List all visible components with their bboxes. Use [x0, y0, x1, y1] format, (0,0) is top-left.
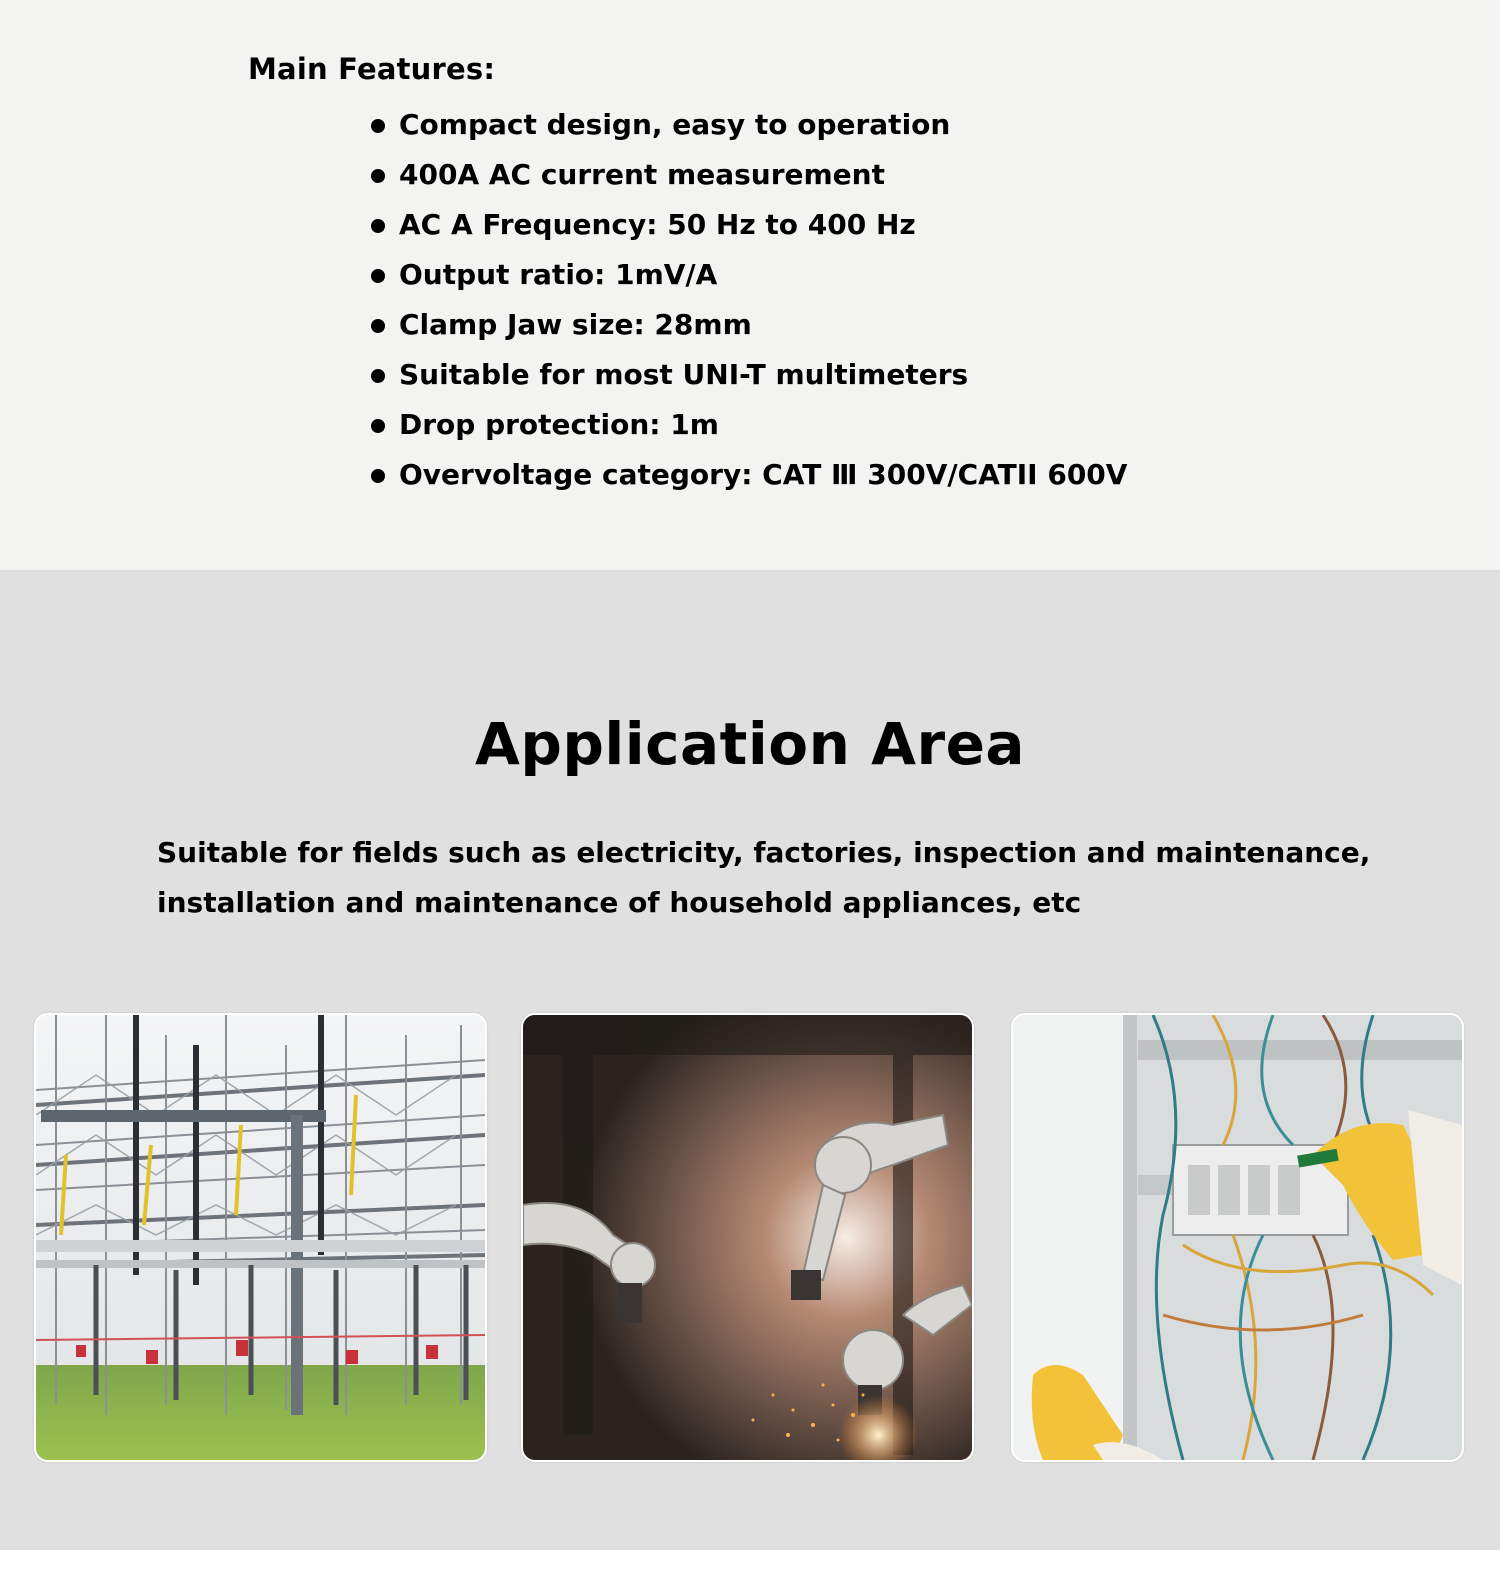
bullet-icon	[371, 369, 385, 383]
application-description: Suitable for fields such as electricity, factories, inspection and maintenance, installation and maintenance of household appliances, etc	[157, 836, 1371, 919]
application-area-title: Application Area	[474, 710, 1026, 778]
bullet-icon	[371, 469, 385, 483]
feature-item	[371, 299, 1127, 349]
feature-item	[371, 199, 1127, 249]
electrician-panel-image	[1013, 1015, 1462, 1460]
bullet-icon	[371, 219, 385, 233]
substation-image	[36, 1015, 485, 1460]
feature-text: Compact design, easy to operation	[399, 107, 951, 141]
feature-text: 400A AC current measurement	[399, 157, 885, 191]
feature-text: Overvoltage category: CAT Ⅲ 300V/CATII 600V	[399, 457, 1128, 491]
feature-item	[371, 249, 1127, 299]
feature-item	[371, 399, 1127, 449]
feature-item	[371, 449, 1127, 499]
electrician-panel-photo	[1011, 1013, 1464, 1462]
feature-text: Suitable for most UNI-T multimeters	[399, 357, 969, 391]
bullet-icon	[371, 319, 385, 333]
feature-item	[371, 149, 1127, 199]
feature-item	[371, 349, 1127, 399]
bullet-icon	[371, 169, 385, 183]
feature-list	[371, 99, 1127, 499]
feature-item	[371, 99, 1127, 149]
factory-robot-image	[523, 1015, 972, 1460]
bullet-icon	[371, 419, 385, 433]
application-area-section	[0, 570, 1500, 1550]
main-features-section	[0, 0, 1500, 570]
feature-text: Clamp Jaw size: 28mm	[399, 307, 752, 341]
feature-text: Output ratio: 1mV/A	[399, 257, 718, 291]
feature-text: AC A Frequency: 50 Hz to 400 Hz	[399, 207, 916, 241]
bullet-icon	[371, 119, 385, 133]
factory-robot-photo	[521, 1013, 974, 1462]
main-features-title: Main Features:	[248, 52, 496, 86]
feature-text: Drop protection: 1m	[399, 407, 719, 441]
substation-photo	[34, 1013, 487, 1462]
bullet-icon	[371, 269, 385, 283]
